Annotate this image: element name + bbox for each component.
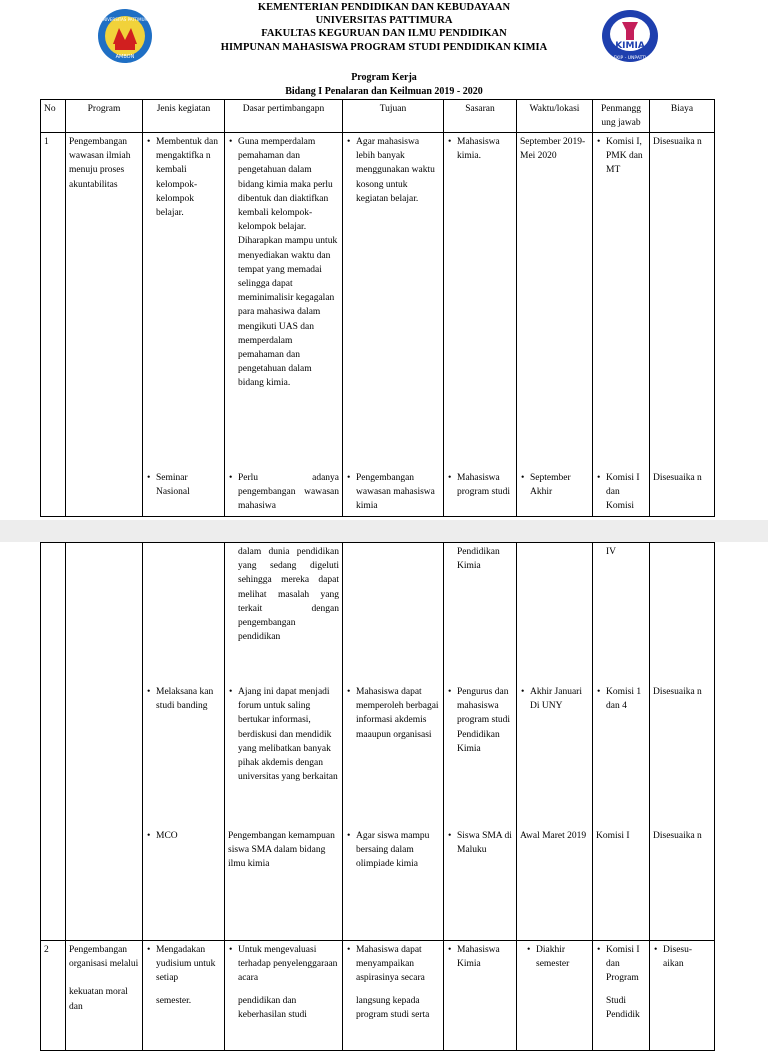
waktu-text: Awal Maret 2019 bbox=[520, 831, 587, 841]
sasaran-cell bbox=[444, 543, 517, 941]
jenis-cell bbox=[143, 941, 225, 1051]
sasaran-text: • Mahasiswa kimia. bbox=[447, 135, 513, 163]
dasar-cell bbox=[225, 543, 343, 941]
sasaran-text: • Siswa SMA di Maluku bbox=[447, 829, 513, 857]
pj-text: IV bbox=[606, 547, 617, 557]
jenis-cell bbox=[143, 133, 225, 517]
sasaran-cell bbox=[444, 133, 517, 517]
tujuan-text: • Mahasiswa dapat menyampaikan aspirasinya secara bbox=[346, 943, 440, 986]
pj-cell bbox=[593, 543, 650, 941]
tujuan-text: • Agar siswa mampu bersaing dalam olimpiade kimia bbox=[346, 829, 440, 872]
jenis-text: • Membentuk dan mengaktifka n kembali kelompok-kelompok belajar. bbox=[146, 135, 221, 220]
biaya-text: Disesuaika n bbox=[653, 137, 702, 147]
pj-text: • Komisi 1 dan 4 bbox=[596, 685, 646, 713]
waktu-text: • Akhir Januari bbox=[520, 685, 589, 699]
logo-right-bottom-text: FKIP - UNPATTI bbox=[613, 56, 647, 61]
tujuan-text: • Pengembangan wawasan mahasiswa kimia bbox=[346, 471, 440, 514]
biaya-text: Disesuaika n bbox=[653, 687, 702, 697]
waktu-text: • September Akhir bbox=[520, 471, 589, 499]
logo-left-bottom-text: AMBON bbox=[115, 54, 135, 60]
sasaran-text: • Mahasiswa program studi bbox=[447, 471, 513, 499]
sasaran-text: • Pengurus dan mahasiswa program studi Pendidikan Kimia bbox=[447, 685, 513, 756]
table-row bbox=[41, 543, 715, 941]
program-text: kekuatan moral dan bbox=[69, 987, 128, 1012]
logo-left-top-text: UNIVERSITAS PATTIMURA bbox=[100, 17, 150, 22]
sasaran-text: • Mahasiswa Kimia bbox=[447, 943, 513, 971]
sasaran-text: Pendidikan Kimia bbox=[457, 547, 500, 572]
table-row bbox=[41, 133, 715, 517]
program-text: Pengembangan organisasi melalui bbox=[69, 945, 139, 970]
col-tujuan: Tujuan bbox=[343, 100, 444, 133]
program-table-page-1 bbox=[40, 99, 715, 517]
pj-text: • Komisi I, PMK dan MT bbox=[596, 135, 646, 178]
biaya-cell bbox=[650, 941, 715, 1051]
program-cell: Pengembangan wawasan ilmiah menuju proses akuntabilitas bbox=[66, 133, 143, 517]
col-waktu: Waktu/lokasi bbox=[517, 100, 593, 133]
table-row bbox=[41, 941, 715, 1051]
ministry-line: KEMENTERIAN PENDIDIKAN DAN KEBUDAYAAN bbox=[257, 2, 511, 13]
document-subtitle: Bidang I Penalaran dan Keilmuan 2019 - 2020 bbox=[285, 86, 483, 97]
biaya-cell bbox=[650, 543, 715, 941]
tujuan-text: langsung kepada program studi serta bbox=[356, 995, 430, 1020]
row-number: 1 bbox=[41, 133, 66, 517]
dasar-cell bbox=[225, 133, 343, 517]
dasar-text: dalam dunia pendidikan yang sedang digeluti sehingga mereka dapat melihat masalah yang terkait dengan pengembangan pendidikan bbox=[238, 547, 339, 643]
biaya-text: Disesuaika n bbox=[653, 473, 702, 483]
tujuan-cell bbox=[343, 941, 444, 1051]
row-number: 2 bbox=[41, 941, 66, 1051]
pj-text: • Komisi I dan Komisi bbox=[596, 471, 646, 514]
col-pj: Penmangg ung jawab bbox=[593, 100, 650, 133]
program-cell bbox=[66, 543, 143, 941]
waktu-cell bbox=[517, 133, 593, 517]
jenis-cell bbox=[143, 543, 225, 941]
row-number bbox=[41, 543, 66, 941]
tujuan-text: • Agar mahasiswa lebih banyak menggunakan waktu kosong untuk kegiatan belajar. bbox=[346, 135, 440, 206]
dasar-cell bbox=[225, 941, 343, 1051]
col-sasaran: Sasaran bbox=[444, 100, 517, 133]
document-title: Program Kerja bbox=[351, 72, 417, 83]
program-table-page-2 bbox=[40, 542, 715, 1051]
chemistry-logo-icon bbox=[600, 8, 660, 64]
waktu-cell bbox=[517, 941, 593, 1051]
pj-text: • Komisi I dan Program bbox=[596, 943, 646, 986]
jenis-text: • Melaksana kan studi banding bbox=[146, 685, 221, 713]
waktu-text: September 2019-Mei 2020 bbox=[520, 137, 586, 162]
pj-text: Studi Pendidik bbox=[606, 995, 640, 1020]
table-header-row bbox=[41, 100, 715, 133]
pj-cell bbox=[593, 941, 650, 1051]
page-break bbox=[0, 520, 768, 542]
jenis-text: • Seminar Nasional bbox=[146, 471, 221, 499]
faculty-line: FAKULTAS KEGURUAN DAN ILMU PENDIDIKAN bbox=[261, 28, 507, 39]
col-no: No bbox=[41, 100, 66, 133]
pj-text: Komisi I bbox=[596, 831, 630, 841]
dasar-text: • Perlu adanya pengembangan wawasan mahasiwa bbox=[228, 471, 339, 514]
jenis-text: semester. bbox=[156, 995, 192, 1006]
col-program: Program bbox=[66, 100, 143, 133]
university-logo-icon bbox=[97, 8, 153, 64]
dasar-text: Pengembangan kemampuan siswa SMA dalam bidang ilmu kimia bbox=[228, 831, 335, 870]
waktu-cell bbox=[517, 543, 593, 941]
col-dasar: Dasar pertimbangapn bbox=[225, 100, 343, 133]
jenis-text: • MCO bbox=[146, 829, 221, 843]
tujuan-cell bbox=[343, 133, 444, 517]
logo-right-kimia-text: KIMIA bbox=[615, 41, 645, 51]
dasar-text: • Guna memperdalam pemahaman dan pengetahuan dalam bidang kimia maka perlu dibentuk dan diaktifkan kembali kelompok-kelompok belajar. Diharapkan mampu untuk menyediakan waktu dan tempat yang memadai selingga dapat meminimalisir kegagalan para mahasiwa dalam mengikuti UAS dan memperdalam pemahaman dan pengetahuan dalam bidang kimia. bbox=[228, 135, 339, 391]
program-cell bbox=[66, 941, 143, 1051]
biaya-text: Disesuaika n bbox=[653, 831, 702, 841]
dasar-text: • Ajang ini dapat menjadi forum untuk saling bertukar informasi, berdiskusi dan mendidik yang melibatkan banyak pihak akdemis dengan universitas yang berkaitan bbox=[228, 685, 339, 784]
waktu-text: Di UNY bbox=[530, 701, 563, 712]
dasar-text: • Untuk mengevaluasi terhadap penyelenggaraan acara bbox=[228, 943, 339, 986]
col-jenis: Jenis kegiatan bbox=[143, 100, 225, 133]
tujuan-text: • Mahasiswa dapat memperoleh berbagai informasi akdemis maaupun organisasi bbox=[346, 685, 440, 742]
pj-cell bbox=[593, 133, 650, 517]
university-line: UNIVERSITAS PATTIMURA bbox=[315, 15, 453, 26]
association-line: HIMPUNAN MAHASISWA PROGRAM STUDI PENDIDIKAN KIMIA bbox=[220, 42, 548, 53]
tujuan-cell bbox=[343, 543, 444, 941]
biaya-text: • Disesu-aikan bbox=[653, 943, 711, 971]
waktu-text: • Diakhir semester bbox=[526, 943, 589, 971]
jenis-text: • Mengadakan yudisium untuk setiap bbox=[146, 943, 221, 986]
biaya-cell bbox=[650, 133, 715, 517]
sasaran-cell bbox=[444, 941, 517, 1051]
col-biaya: Biaya bbox=[650, 100, 715, 133]
dasar-text: pendidikan dan keberhasilan studi bbox=[238, 995, 307, 1020]
